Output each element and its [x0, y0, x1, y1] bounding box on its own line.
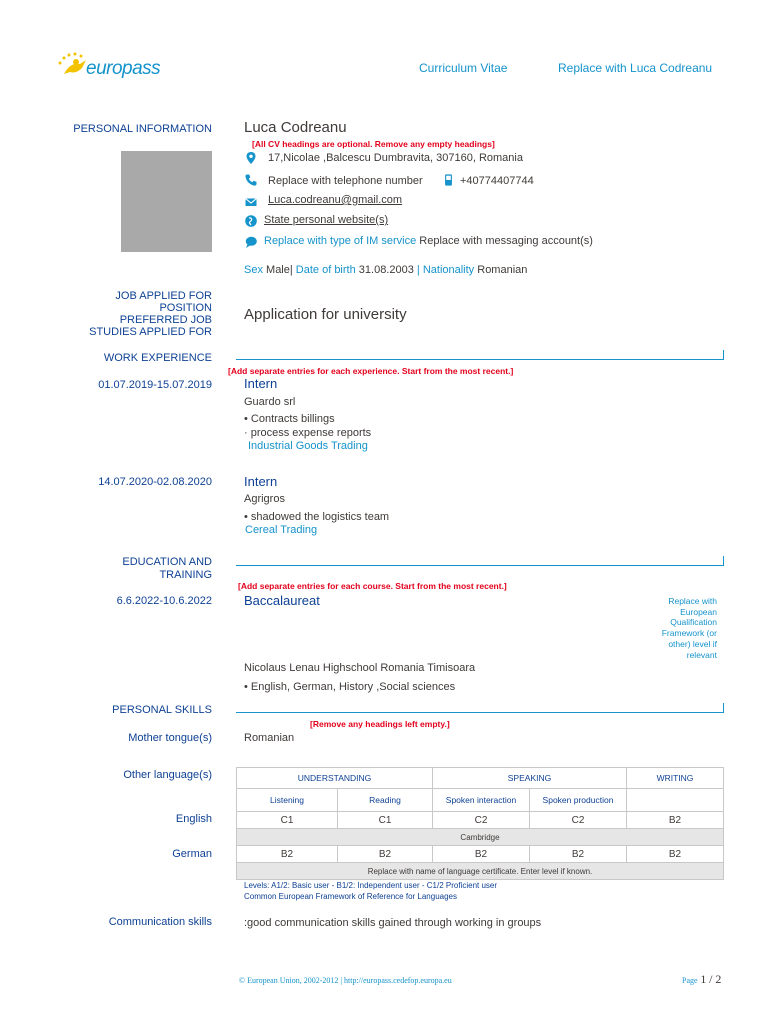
- europass-logo: [56, 52, 166, 82]
- address: 17,Nicolae ,Balcescu Dumbravita, 307160, Romania: [268, 152, 523, 164]
- levels-note: Levels: A1/2: Basic user - B1/2: Independent user - C1/2 Proficient user: [244, 881, 498, 890]
- work-1-employer: Guardo srl: [244, 396, 296, 408]
- listening-header: Listening: [237, 789, 338, 812]
- nationality-label: Nationality: [422, 264, 475, 276]
- mobile-number: +40774407744: [460, 175, 534, 187]
- work-1-dates: 01.07.2019-15.07.2019: [98, 379, 212, 391]
- telephone: Replace with telephone number: [268, 175, 423, 187]
- level-cell: B2: [338, 846, 433, 863]
- education-label-2: TRAINING: [159, 569, 212, 581]
- work-note: [Add separate entries for each experience. Start from the most recent.]: [228, 366, 514, 376]
- page-total: / 2: [709, 972, 722, 986]
- level-cell: C1: [338, 812, 433, 829]
- sex-value: Male|: [266, 264, 293, 276]
- education-subjects: • English, German, History ,Social sciences: [244, 681, 456, 693]
- work-1-title: Intern: [244, 376, 278, 391]
- mother-tongue-value: Romanian: [244, 732, 295, 744]
- level-cell: B2: [433, 846, 530, 863]
- lang-german-label: German: [172, 848, 212, 860]
- level-cell: B2: [530, 846, 627, 863]
- reading-header: Reading: [338, 789, 433, 812]
- language-row-german: [237, 846, 724, 863]
- mother-tongue-label: Mother tongue(s): [128, 732, 212, 744]
- skills-note: [Remove any headings left empty.]: [310, 719, 450, 729]
- work-2-dates: 14.07.2020-02.08.2020: [98, 476, 212, 488]
- personal-note: [All CV headings are optional. Remove any empty headings]: [252, 139, 495, 149]
- work-1-sector: Industrial Goods Trading: [248, 440, 368, 452]
- website-icon: [244, 214, 258, 228]
- dob-label: Date of birth: [295, 264, 356, 276]
- communication-skills-value: :good communication skills gained through working in groups: [244, 917, 542, 929]
- phone-icon: [244, 173, 258, 187]
- work-experience-label: WORK EXPERIENCE: [103, 352, 212, 364]
- work-2-employer: Agrigros: [244, 493, 285, 505]
- level-cell: B2: [627, 846, 724, 863]
- separator: |: [416, 264, 420, 276]
- education-title: Baccalaureat: [244, 593, 320, 608]
- email-icon: [244, 195, 258, 209]
- im-value: Replace with messaging account(s): [419, 235, 593, 247]
- job-label-3: PREFERRED JOB: [119, 314, 212, 326]
- mobile-icon: [444, 174, 453, 186]
- communication-skills-label: Communication skills: [108, 916, 212, 928]
- work-section-rule: [236, 350, 724, 360]
- eqf-line-1: Replace with: [668, 596, 717, 606]
- footer-copyright: © European Union, 2002-2012 | http://europass.cedefop.europa.eu: [239, 976, 452, 985]
- language-table: [236, 767, 724, 880]
- certificate-english: Cambridge: [237, 829, 724, 846]
- level-cell: B2: [627, 812, 724, 829]
- job-label-1: JOB APPLIED FOR: [115, 290, 212, 302]
- website-link[interactable]: State personal website(s): [264, 214, 389, 226]
- work-2-sector: Cereal Trading: [245, 524, 318, 536]
- job-label-4: STUDIES APPLIED FOR: [89, 326, 212, 338]
- work-2-title: Intern: [244, 474, 278, 489]
- applicant-name: Luca Codreanu: [244, 119, 347, 136]
- im-service: [264, 235, 593, 247]
- writing-header: WRITING: [627, 768, 724, 789]
- eqf-line-3: Qualification: [670, 617, 717, 628]
- email-link[interactable]: Luca.codreanu@gmail.com: [268, 194, 403, 206]
- personal-info-label: PERSONAL INFORMATION: [73, 123, 212, 135]
- sex-label: Sex: [244, 264, 263, 276]
- level-cell: C2: [530, 812, 627, 829]
- personal-details-line: [244, 264, 527, 276]
- nationality-value: Romanian: [477, 264, 528, 276]
- page-label: Page: [682, 976, 698, 985]
- page-indicator: [682, 972, 721, 987]
- school-name: Nicolaus Lenau Highschool Romania Timisoara: [244, 662, 476, 674]
- eqf-line-5: other) level if: [668, 638, 717, 649]
- spoken-interaction-header: Spoken interaction: [433, 789, 530, 812]
- logo-text: europass: [86, 58, 161, 79]
- eqf-line-6: relevant: [686, 649, 717, 660]
- understanding-header: UNDERSTANDING: [237, 768, 433, 789]
- dob-value: 31.08.2003: [358, 264, 414, 276]
- skills-section-rule: [236, 703, 724, 713]
- page-number: 1: [700, 972, 707, 986]
- job-value: Application for university: [244, 306, 407, 323]
- chat-icon: [244, 235, 258, 249]
- eqf-level: [662, 596, 717, 660]
- work-1-bullet-1: • Contracts billings: [244, 413, 335, 425]
- im-label: Replace with type of IM service: [264, 235, 417, 247]
- job-label-2: POSITION: [159, 302, 212, 314]
- level-cell: C1: [237, 812, 338, 829]
- level-cell: B2: [237, 846, 338, 863]
- level-cell: C2: [433, 812, 530, 829]
- education-dates: 6.6.2022-10.6.2022: [116, 595, 212, 607]
- cv-title: Curriculum Vitae: [419, 61, 508, 75]
- cefr-note: Common European Framework of Reference for Languages: [244, 892, 457, 901]
- education-label-1: EDUCATION AND: [122, 556, 212, 568]
- writing-subheader: [627, 789, 724, 812]
- eqf-line-2: European: [680, 606, 717, 617]
- work-2-bullet-1: • shadowed the logistics team: [244, 511, 390, 523]
- certificate-german: Replace with name of language certificate. Enter level if known.: [237, 863, 724, 880]
- education-section-rule: [236, 556, 724, 566]
- education-note: [Add separate entries for each course. Start from the most recent.]: [238, 581, 507, 591]
- lang-english-label: English: [175, 813, 212, 825]
- work-1-bullet-2: · process expense reports: [244, 427, 372, 439]
- eqf-line-4: Framework (or: [661, 628, 717, 639]
- header-name: Replace with Luca Codreanu: [558, 61, 713, 75]
- photo-placeholder: [121, 151, 212, 252]
- speaking-header: SPEAKING: [433, 768, 627, 789]
- personal-skills-label: PERSONAL SKILLS: [112, 704, 212, 716]
- spoken-production-header: Spoken production: [530, 789, 627, 812]
- other-languages-label: Other language(s): [123, 769, 212, 781]
- language-row-english: [237, 812, 724, 829]
- location-icon: [244, 151, 258, 165]
